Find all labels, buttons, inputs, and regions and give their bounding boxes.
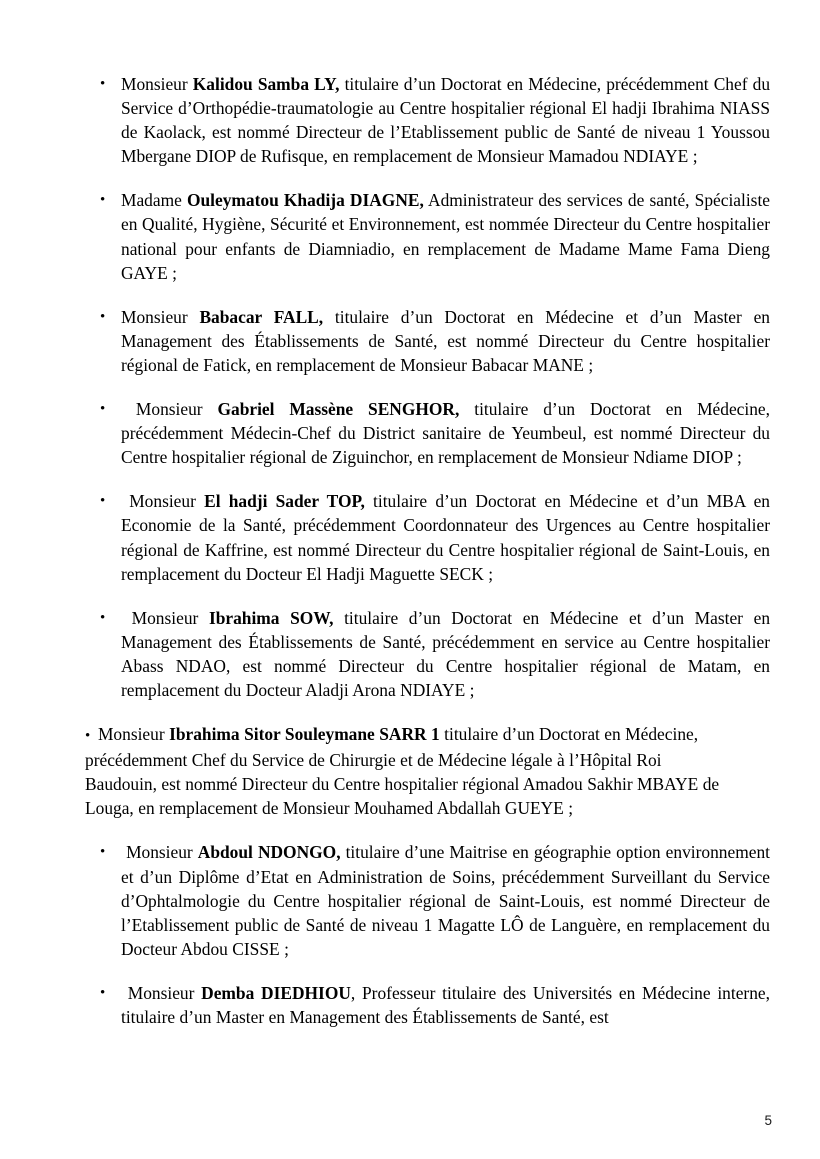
paragraph-text [85, 724, 719, 818]
paragraph-text [121, 491, 770, 583]
paragraph-text [121, 307, 770, 375]
bullet-point-icon: • [100, 493, 106, 510]
honorific-prefix: Monsieur [121, 74, 193, 94]
bullet-paragraph-ly [100, 72, 770, 168]
bullet-point-icon: • [100, 844, 106, 861]
honorific-prefix: Madame [121, 190, 187, 211]
appointment-description: titulaire d’un Doctorat en Médecine et d’un Master en Management des Établissements de Santé, est nommé Directeur du Centre hospitalier régional de Fatick, en remplacement de Monsieur Babacar MANE ; [121, 306, 770, 375]
bullet-paragraph-fall [100, 305, 770, 377]
honorific-prefix: Monsieur [129, 491, 205, 512]
appointee-name: Gabriel Massène SENGHOR, [217, 399, 460, 420]
bullet-point-icon: • [100, 609, 106, 626]
bullet-paragraph-diagne [100, 188, 770, 284]
appointee-name: Demba DIEDHIOU [201, 982, 351, 1003]
bullet-point-icon: • [100, 76, 106, 92]
page-number: 5 [764, 1112, 772, 1128]
appointee-name: Ibrahima SOW, [208, 607, 334, 628]
honorific-prefix: Monsieur [135, 399, 218, 420]
appointee-name: Ouleymatou Khadija DIAGNE, [186, 190, 424, 211]
bullet-point-icon: • [100, 192, 106, 209]
appointee-name: Babacar FALL, [199, 306, 324, 327]
paragraph-text [121, 608, 770, 700]
body-text-column [85, 72, 771, 1029]
paragraph-text [121, 74, 770, 166]
honorific-prefix: Monsieur [97, 724, 170, 745]
bullet-point-icon: • [85, 728, 91, 745]
appointee-name: Ibrahima Sitor Souleymane SARR 1 [169, 724, 440, 745]
bullet-paragraph-diedhiou [100, 981, 770, 1029]
appointment-description: titulaire d’un Doctorat en Médecine et d’un Master en Management des Établissements de Santé, précédemment en service au Centre hospitalier Abass NDAO, est nommé Directeur du Centre hospitalier régional de Matam, en remplacement du Docteur Aladji Arona NDIAYE ; [121, 607, 771, 700]
appointment-description: titulaire d’un Doctorat en Médecine, précédemment Chef du Service de Chirurgie et de Médecine légale à l’Hôpital Roi Baudouin, est nommé Directeur du Centre hospitalier régional Amadou Sakhir MBAYE de Louga, en remplacement de Monsieur Mouhamed Abdallah GUEYE ; [85, 724, 720, 819]
appointment-description: Administrateur des services de santé, Spécialiste en Qualité, Hygiène, Sécurité et Environnement, est nommée Directeur du Centre hospitalier national pour enfants de Diamniadio, en remplacement de Madame Mame Fama Dieng GAYE ; [121, 190, 770, 283]
paragraph-text [121, 190, 770, 282]
appointee-name: El hadji Sader TOP, [204, 491, 365, 512]
bullet-point-icon: • [100, 984, 106, 1001]
bullet-paragraph-sarr [85, 722, 725, 820]
bullet-paragraph-ndongo [100, 840, 770, 960]
honorific-prefix: Monsieur [121, 306, 200, 327]
bullet-paragraph-sow [100, 606, 770, 702]
bullet-paragraph-top [100, 489, 770, 585]
honorific-prefix: Monsieur [127, 982, 202, 1003]
appointee-name: Kalidou Samba LY, [192, 74, 340, 94]
paragraph-text [121, 399, 770, 467]
bullet-paragraph-senghor [100, 397, 770, 469]
appointment-description: titulaire d’un Doctorat en Médecine, précédemment Chef du Service d’Orthopédie-traumatologie au Centre hospitalier régional El hadji Ibrahima NIASS de Kaolack, est nommé Directeur de l’Etablissement public de Santé de niveau 1 Youssou Mbergane DIOP de Rufisque, en remplacement de Monsieur Mamadou NDIAYE ; [121, 74, 771, 167]
honorific-prefix: Monsieur [126, 842, 198, 863]
appointee-name: Abdoul NDONGO, [197, 842, 341, 863]
paragraph-text [121, 983, 770, 1027]
appointment-description: titulaire d’un Doctorat en Médecine, précédemment Médecin-Chef du District sanitaire de Yeumbeul, est nommé Directeur du Centre hospitalier régional de Ziguinchor, en remplacement de Monsieur Ndiame DIOP ; [121, 399, 770, 468]
appointment-description: titulaire d’une Maitrise en géographie option environnement et d’un Diplôme d’Etat en Administration de Soins, précédemment Surveillant du Service d’Ophtalmologie du Centre hospitalier régional de Saint-Louis, est nommé Directeur de l’Etablissement public de Santé de niveau 1 Magatte LÔ de Languère, en remplacement du Docteur Abdou CISSE ; [121, 842, 770, 959]
appointment-description: , Professeur titulaire des Universités en Médecine interne, titulaire d’un Master en Management des Établissements de Santé, est [121, 982, 770, 1027]
bullet-point-icon: • [100, 308, 106, 325]
honorific-prefix: Monsieur [131, 607, 209, 628]
paragraph-text [121, 842, 770, 958]
appointment-description: titulaire d’un Doctorat en Médecine et d’un MBA en Economie de la Santé, précédemment Coordonnateur des Urgences au Centre hospitalier régional de Kaffrine, est nommé Directeur du Centre hospitalier régional de Saint-Louis, en remplacement du Docteur El Hadji Maguette SECK ; [121, 491, 770, 584]
bullet-point-icon: • [100, 401, 106, 418]
